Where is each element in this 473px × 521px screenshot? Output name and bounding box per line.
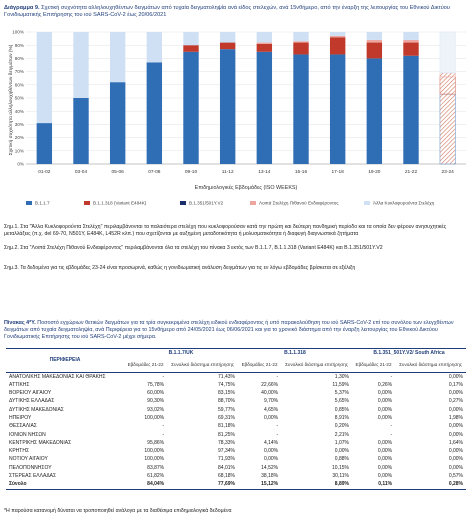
value-cell: 1,30% (334, 373, 349, 380)
value-cell: 0,00% (448, 448, 463, 455)
value-cell: 0,00% (448, 431, 463, 438)
value-cell: 22,66% (261, 381, 279, 388)
legend-swatch (26, 201, 32, 205)
bar-segment (293, 54, 308, 164)
bar-segment (257, 32, 272, 43)
value-cell: 0,00% (263, 448, 279, 455)
x-tick-label: 17-18 (331, 170, 344, 175)
bar-segment (330, 37, 345, 54)
x-axis-label: Επιδημιολογικές Εβδομάδες (ISO WEEKS) (194, 185, 298, 191)
chart-legend (26, 200, 435, 206)
bar-segment (220, 43, 235, 50)
bar-segment (367, 32, 382, 40)
region-cell: ΘΕΣΣΑΛΙΑΣ (9, 423, 37, 430)
value-cell: 84,04% (124, 480, 167, 489)
bar-segment (183, 52, 198, 164)
value-cell: 0,00% (377, 439, 393, 446)
value-cell: 0,11% (352, 480, 395, 489)
y-tick-label: 100% (12, 29, 24, 35)
value-cell: 0,00% (448, 456, 463, 463)
value-cell: 93,02% (147, 406, 165, 413)
x-tick-label: 15-16 (294, 170, 308, 175)
table-row (6, 480, 466, 489)
value-cell: 69,31% (218, 414, 235, 421)
bar-segment (330, 36, 345, 37)
table-row (6, 472, 466, 480)
bar-segment (147, 62, 162, 164)
value-cell: 2,21% (334, 431, 349, 438)
region-cell: ΚΡΗΤΗΣ (9, 448, 30, 455)
y-tick-label: 10% (14, 148, 24, 154)
value-cell: - (162, 373, 165, 380)
table-body (6, 372, 466, 489)
x-axis-ticks (38, 169, 454, 175)
bar-segment (367, 40, 382, 43)
subheader-weeks: Εβδομάδες 21-22 (238, 358, 281, 372)
value-cell: 0,00% (377, 456, 393, 463)
figure-caption-text: Σχετική συχνότητα αλληλουχηθέντων δειγμάτων από τυχαία δειγματοληψία ανά είδος στελεχών, ανά 15νθήμερο, από την έναρξη της λειτουργίας του Εθνικού Δικτύου Γονιδιωματικής Επιτήρησης του ιού SARS-CoV-2 έως 20/06/2021 (4, 5, 450, 19)
subheader-weeks: Εβδομάδες 21-22 (124, 358, 167, 372)
bar-segment (367, 43, 382, 59)
value-cell: 0,00% (448, 423, 463, 430)
bar-segment (183, 45, 198, 52)
figure-caption-label: Διάγραμμα 9. (4, 5, 40, 11)
group-header-b1351: B.1.351_501Y.V2/ South Africa (352, 349, 466, 359)
table-row (6, 389, 466, 397)
x-tick-label: 13-14 (258, 170, 271, 175)
table-row (6, 447, 466, 455)
bar-segment (440, 77, 455, 94)
table-caption-label: Πίνακας 4*Υ. (4, 320, 36, 326)
subheader-weeks: Εβδομάδες 21-22 (352, 358, 395, 372)
value-cell: 95,86% (147, 439, 165, 446)
value-cell: 74,75% (218, 381, 235, 388)
value-cell: 0,00% (377, 448, 393, 455)
bar-segment (220, 49, 235, 164)
region-cell: ΗΠΕΙΡΟΥ (9, 414, 32, 421)
table-row (6, 439, 466, 447)
stacked-bar-chart (4, 28, 469, 220)
region-cell: ΑΤΤΙΚΗΣ (9, 381, 30, 388)
value-cell: 83,87% (147, 464, 165, 471)
chart-note-2: Σημ.2. Στα "Λοιπά Στελέχη Πιθανού Ενδιαφέροντος" περιλαμβάνονται όλα τα στελέχη του πίνακα 3 εκτός των B.1.1.7, B.1.1.318 (Variant E484K) και B.1.351/501Y.V2 (4, 245, 383, 251)
x-tick-label: 05-06 (111, 170, 124, 175)
legend-label: B.1.1.318 (Variant E484K) (93, 200, 147, 206)
y-tick-label: 70% (14, 69, 24, 75)
value-cell: 0,85% (334, 406, 349, 413)
group-header-b11318: B.1.1.318 (238, 349, 352, 359)
value-cell: 0,00% (448, 406, 463, 413)
value-cell: 61,82% (147, 473, 165, 480)
value-cell: 8,91% (334, 414, 349, 421)
value-cell: - (390, 373, 393, 380)
value-cell: 5,37% (334, 390, 349, 397)
value-cell: 4,65% (263, 406, 279, 413)
bar-segment (257, 44, 272, 52)
value-cell: - (390, 423, 393, 430)
bar-segment (403, 40, 418, 43)
bar-segment (183, 32, 198, 45)
value-cell: 100,00% (144, 456, 165, 463)
region-cell: ΔΥΤΙΚΗΣ ΕΛΛΑΔΑΣ (9, 398, 55, 405)
legend-item (250, 200, 339, 206)
bar-segment (440, 73, 455, 77)
bar-segment (37, 32, 52, 123)
value-cell: - (390, 431, 393, 438)
value-cell: 0,00% (377, 473, 393, 480)
value-cell: 71,43% (218, 373, 235, 380)
value-cell: 0,00% (377, 464, 393, 471)
value-cell: 1,64% (448, 439, 463, 446)
bar-segment (293, 43, 308, 55)
table-caption (4, 320, 469, 340)
value-cell: - (276, 423, 279, 430)
legend-label: B.1.1.7 (35, 200, 50, 206)
bar-segment (367, 58, 382, 164)
value-cell: 97,34% (218, 448, 235, 455)
value-cell: 4,14% (263, 439, 279, 446)
value-cell: 68,18% (218, 473, 235, 480)
y-tick-label: 80% (14, 56, 24, 61)
y-tick-label: 20% (14, 135, 24, 141)
value-cell: 0,27% (448, 398, 463, 405)
value-cell: 0,28% (395, 480, 466, 489)
chart-gridlines (26, 32, 466, 164)
value-cell: 60,00% (147, 390, 165, 397)
bar-segment (293, 41, 308, 42)
table-row (6, 455, 466, 463)
bar-segment (110, 82, 125, 164)
value-cell: 14,52% (261, 464, 279, 471)
value-cell: 0,00% (263, 414, 279, 421)
bar-segment (330, 32, 345, 36)
bar-segment (220, 32, 235, 43)
regional-variants-table (6, 348, 466, 490)
x-tick-label: 11-12 (221, 170, 234, 175)
value-cell: 84,01% (218, 464, 235, 471)
value-cell: - (162, 423, 165, 430)
y-tick-label: 0% (17, 161, 24, 167)
value-cell: 0,00% (448, 373, 463, 380)
value-cell: 75,78% (147, 381, 165, 388)
region-cell: ΑΝΑΤΟΛΙΚΗΣ ΜΑΚΕΔΟΝΙΑΣ ΚΑΙ ΘΡΑΚΗΣ (9, 373, 106, 380)
value-cell: 0,26% (377, 381, 393, 388)
bar-segment (257, 52, 272, 164)
bar-segment (403, 56, 418, 164)
y-axis-label: Σχετική συχνότητα αλληλουχηθέντων δειγμάτων (%) (9, 44, 14, 156)
value-cell: 10,15% (332, 464, 349, 471)
chart-note-1: Σημ.1. Στα "Άλλα Κυκλοφορούντα Στελέχη" περιλαμβάνονται τα παλαιότερα στελέχη που κυκλοφορούσαν κατά την πρώτη και δεύτερη πανδημική περίοδο και τα οποία δεν φέρουν ανησυχητικές μεταλλάξεις (π.χ. del 69-70, N501Y, E484K, L452R κλπ.) που σχετίζονται με αυξημένη μεταδοτικότητα ή μολυσματικότητα ή διαφυγή διαγνωστικά ζητήματα (4, 224, 447, 237)
bar-segment (147, 32, 162, 62)
footnote: *Η παρούσα κατανομή δύναται να τροποποιηθεί ανάλογα με τα διαθέσιμα επιδημιολογικά δεδομένα (4, 508, 232, 514)
value-cell: - (162, 431, 165, 438)
chart-note-3: Σημ.3. Τα δεδομένα για τις εβδομάδες 23-24 είναι προσωρινά, καθώς η γονιδιωματική ανάλυση δειγμάτων για τις εν λόγω εβδομάδες βρίσκεται σε εξέλιξη (4, 265, 356, 271)
bar-segment (440, 94, 455, 164)
table-row (6, 464, 466, 472)
legend-item (180, 201, 224, 206)
value-cell: 83,15% (218, 390, 235, 397)
value-cell: 40,00% (261, 390, 279, 397)
value-cell: 0,00% (377, 406, 393, 413)
value-cell: 8,89% (281, 480, 352, 489)
value-cell: 90,30% (147, 398, 165, 405)
value-cell: 0,00% (334, 448, 349, 455)
value-cell: 5,65% (334, 398, 349, 405)
bar-segment (257, 43, 272, 44)
subheader-total: Συνολικό διάστημα επιτήρησης (281, 358, 352, 372)
bar-segment (73, 98, 88, 164)
value-cell: 0,20% (334, 423, 349, 430)
table-row (6, 431, 466, 439)
x-tick-label: 09-10 (184, 170, 198, 175)
value-cell: 1,98% (448, 414, 463, 421)
table-row (6, 381, 466, 389)
region-cell: ΙΟΝΙΩΝ ΝΗΣΩΝ (9, 431, 46, 438)
x-tick-label: 21-22 (404, 170, 418, 175)
y-tick-label: 60% (14, 82, 24, 88)
value-cell: 1,07% (334, 439, 349, 446)
bar-segment (110, 32, 125, 82)
y-axis-ticks (12, 30, 24, 167)
x-tick-label: 23-24 (441, 170, 454, 175)
value-cell: 59,77% (218, 406, 235, 413)
value-cell: 0,57% (448, 473, 463, 480)
value-cell: 100,00% (144, 414, 165, 421)
y-tick-label: 90% (14, 42, 24, 48)
value-cell: 15,12% (238, 480, 281, 489)
table-row (6, 422, 466, 430)
legend-label: Λοιπά Στελέχη Πιθανού Ενδιαφέροντος (259, 200, 339, 206)
bar-segment (293, 32, 308, 41)
value-cell: 88,70% (218, 398, 235, 405)
value-cell: 78,33% (218, 439, 235, 446)
bar-segment (440, 32, 455, 73)
value-cell: 100,00% (144, 448, 165, 455)
legend-swatch (364, 201, 370, 205)
legend-label: Άλλα Κυκλοφορούντα Στελέχη (373, 200, 435, 206)
bar-segment (403, 43, 418, 56)
subheader-total: Συνολικό διάστημα επιτήρησης (167, 358, 238, 372)
legend-swatch (84, 201, 90, 205)
group-header-b117: B.1.1.7/UK (124, 349, 238, 359)
y-tick-label: 30% (14, 122, 24, 127)
legend-item (84, 201, 147, 206)
y-tick-label: 40% (14, 108, 24, 114)
table-row (6, 406, 466, 414)
bar-segment (37, 123, 52, 164)
region-cell: ΣΤΕΡΕΑΣ ΕΛΛΑΔΑΣ (9, 473, 57, 480)
value-cell: 0,00% (377, 398, 393, 405)
value-cell: 77,69% (167, 480, 238, 489)
bar-segment (330, 54, 345, 164)
subheader-total: Συνολικό διάστημα επιτήρησης (395, 358, 466, 372)
y-tick-label: 50% (14, 95, 24, 101)
value-cell: 0,88% (334, 456, 349, 463)
table-caption-text: Ποσοστό εγχώριων θετικών δειγμάτων για τα τρία συγκεκριμένα στελέχη ειδικού ενδιαφέροντος ή υπό παρακολούθηση του ιού SARS-CoV-2 επί του συνόλου των ελεγχθέντων δειγμάτων από τυχαία δειγματοληψία, ανά Περιφέρεια για το 15νθήμερο από 24/05/2021 έως 06/06/2021 και για το χρονικό διάστημα από την έναρξη λειτουργίας του Εθνικού Δικτύου Γονιδιωματικής Επιτήρησης του ιού SARS-CoV-2 μέχρι σήμερα. (4, 320, 454, 340)
value-cell: 0,00% (377, 414, 393, 421)
region-cell: Σύνολο (6, 480, 124, 489)
value-cell: 9,70% (263, 398, 279, 405)
value-cell: 0,17% (448, 381, 463, 388)
x-tick-label: 01-02 (38, 170, 51, 175)
value-cell: - (276, 373, 279, 380)
legend-swatch (250, 201, 256, 205)
region-cell: ΒΟΡΕΙΟΥ ΑΙΓΑΙΟΥ (9, 390, 52, 397)
figure-caption (4, 5, 469, 19)
region-cell: ΚΕΝΤΡΙΚΗΣ ΜΑΚΕΔΟΝΙΑΣ (9, 439, 72, 446)
value-cell: 0,00% (377, 390, 393, 397)
legend-label: B.1.351/501Y.V2 (189, 200, 224, 206)
region-cell: ΔΥΤΙΚΗΣ ΜΑΚΕΔΟΝΙΑΣ (9, 406, 64, 413)
value-cell: 81,18% (218, 423, 235, 430)
region-cell: ΝΟΤΙΟΥ ΑΙΓΑΙΟΥ (9, 456, 48, 463)
value-cell: 0,00% (448, 464, 463, 471)
value-cell: 71,93% (218, 456, 235, 463)
legend-item (26, 201, 50, 206)
value-cell: 38,18% (261, 473, 279, 480)
value-cell: 0,00% (263, 456, 279, 463)
value-cell: - (276, 431, 279, 438)
region-cell: ΠΕΛΟΠΟΝΝΗΣΟΥ (9, 464, 52, 471)
x-tick-label: 03-04 (74, 170, 88, 175)
region-column-header: ΠΕΡΙΦΕΡΕΙΑ (6, 349, 124, 373)
bar-segment (73, 32, 88, 98)
value-cell: 0,00% (448, 390, 463, 397)
table-row (6, 372, 466, 381)
x-tick-label: 07-08 (148, 170, 161, 175)
table-row (6, 414, 466, 422)
bar-segment (403, 32, 418, 40)
x-tick-label: 19-20 (368, 170, 381, 175)
value-cell: 81,25% (218, 431, 235, 438)
value-cell: 30,11% (332, 473, 349, 480)
table-row (6, 397, 466, 405)
legend-swatch (180, 201, 186, 205)
value-cell: 11,59% (332, 381, 349, 388)
legend-item (364, 200, 435, 206)
